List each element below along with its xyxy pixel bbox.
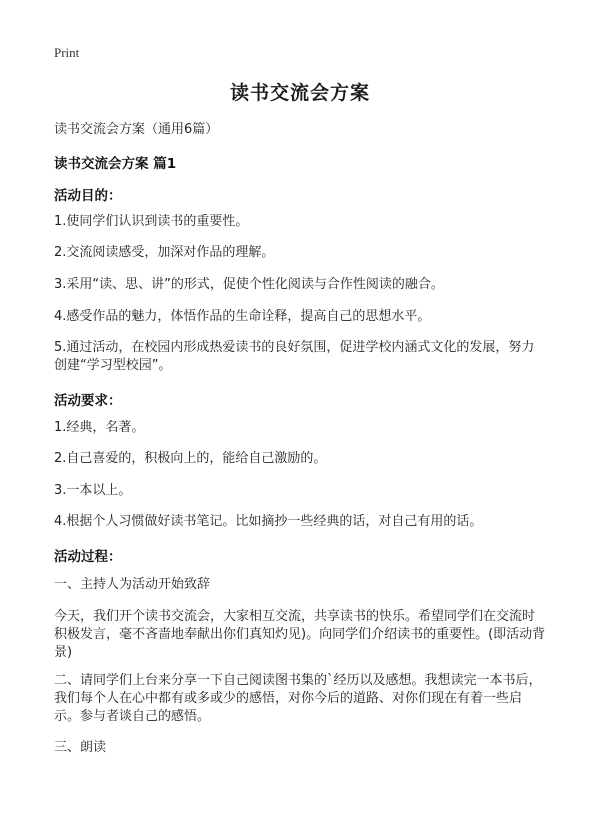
process-step-3: 三、朗读 xyxy=(54,740,107,755)
purpose-heading: 活动目的： xyxy=(54,188,122,204)
process-step-2-text: 二、请同学们上台来分享一下自己阅读图书集的`经历以及感想。我想读完一本书后，我们每个人在心中都有或多或少的感悟，对你今后的道路、对你们现在有着一些启示。参与者谈自己的感悟。 xyxy=(54,673,542,724)
requirement-item-3: 3.一本以上。 xyxy=(54,483,132,498)
purpose-item-5: 5.通过活动，在校园内形成热爱读书的良好氛围，促进学校内涵式文化的发展，努力创建“学习型校园”。 xyxy=(54,340,535,373)
process-step-1-text: 今天，我们开个读书交流会，大家相互交流，共享读书的快乐。希望同学们在交流时积极发言，毫不吝啬地奉献出你们真知灼见)。向同学们介绍读书的重要性。(即活动背景) xyxy=(54,609,546,660)
requirement-item-2: 2.自己喜爱的，积极向上的，能给自己激励的。 xyxy=(54,451,327,466)
section-heading: 读书交流会方案 篇1 xyxy=(54,156,177,172)
process-step-1: 一、主持人为活动开始致辞 xyxy=(54,577,211,592)
requirement-item-4: 4.根据个人习惯做好读书笔记。比如摘抄一些经典的话，对自己有用的话。 xyxy=(54,514,483,529)
purpose-item-1: 1.使同学们认识到读书的重要性。 xyxy=(54,214,249,229)
purpose-item-2: 2.交流阅读感受，加深对作品的理解。 xyxy=(54,245,275,260)
page-title: 读书交流会方案 xyxy=(229,82,370,104)
requirement-item-1: 1.经典，名著。 xyxy=(54,420,145,435)
purpose-item-3: 3.采用“读、思、讲”的形式，促使个性化阅读与合作性阅读的融合。 xyxy=(54,277,444,292)
process-heading: 活动过程： xyxy=(54,549,122,565)
requirements-heading: 活动要求： xyxy=(54,393,122,409)
purpose-item-4: 4.感受作品的魅力，体悟作品的生命诠释，提高自己的思想水平。 xyxy=(54,309,431,324)
print-link[interactable]: Print xyxy=(54,45,80,60)
subtitle: 读书交流会方案（通用6篇） xyxy=(54,122,219,137)
